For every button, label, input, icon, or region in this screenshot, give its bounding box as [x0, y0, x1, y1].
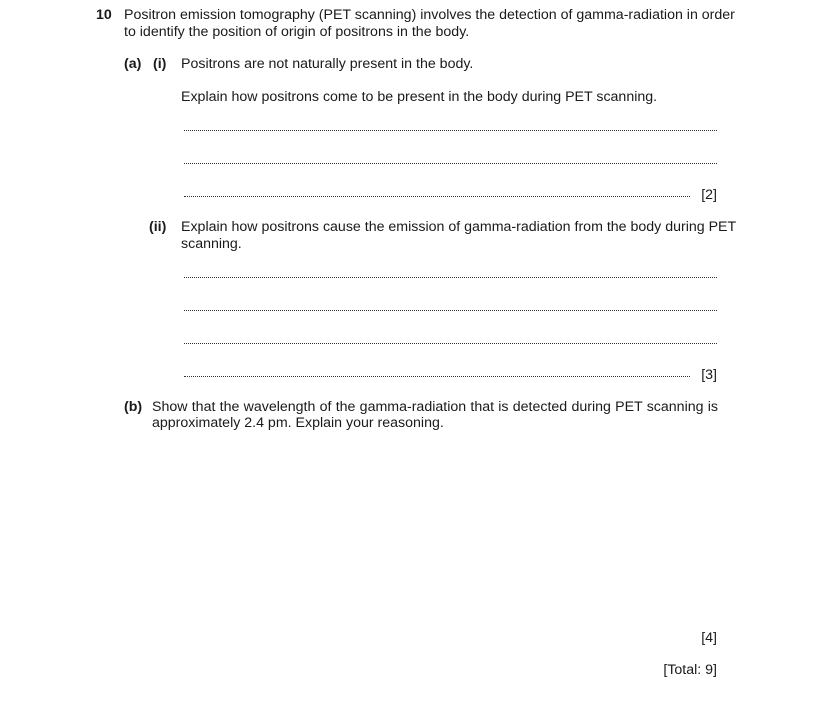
question-total-marks: [Total: 9] [663, 662, 717, 678]
answer-line[interactable] [184, 277, 717, 278]
part-a-ii-marks: [3] [701, 367, 717, 383]
part-a-ii-label: (ii) [149, 219, 167, 235]
part-b-label: (b) [124, 399, 143, 415]
part-a-ii-prompt-line-2: scanning. [181, 236, 242, 252]
question-stem-line-1: Positron emission tomography (PET scanning) involves the detection of gamma-radiation in order [124, 7, 735, 23]
answer-line[interactable] [184, 343, 717, 344]
question-stem-line-2: to identify the position of origin of positrons in the body. [124, 24, 470, 40]
part-b-answer-space[interactable] [152, 440, 718, 620]
part-a-label: (a) [124, 56, 142, 72]
part-a-i-marks: [2] [701, 187, 717, 203]
part-b-prompt-line-2: approximately 2.4 pm. Explain your reasoning. [152, 415, 444, 431]
question-number: 10 [96, 7, 112, 23]
part-b-prompt-line-1: Show that the wavelength of the gamma-radiation that is detected during PET scanning is [152, 399, 718, 415]
answer-line[interactable] [184, 196, 690, 197]
part-a-i-statement: Positrons are not naturally present in the body. [181, 56, 474, 72]
answer-line[interactable] [184, 163, 717, 164]
part-a-i-prompt: Explain how positrons come to be present in the body during PET scanning. [181, 89, 658, 105]
answer-line[interactable] [184, 130, 717, 131]
part-a-ii-prompt-line-1: Explain how positrons cause the emission of gamma-radiation from the body during PET [181, 219, 737, 235]
answer-line[interactable] [184, 376, 690, 377]
part-a-i-label: (i) [153, 56, 167, 72]
answer-line[interactable] [184, 310, 717, 311]
part-b-marks: [4] [701, 630, 717, 646]
